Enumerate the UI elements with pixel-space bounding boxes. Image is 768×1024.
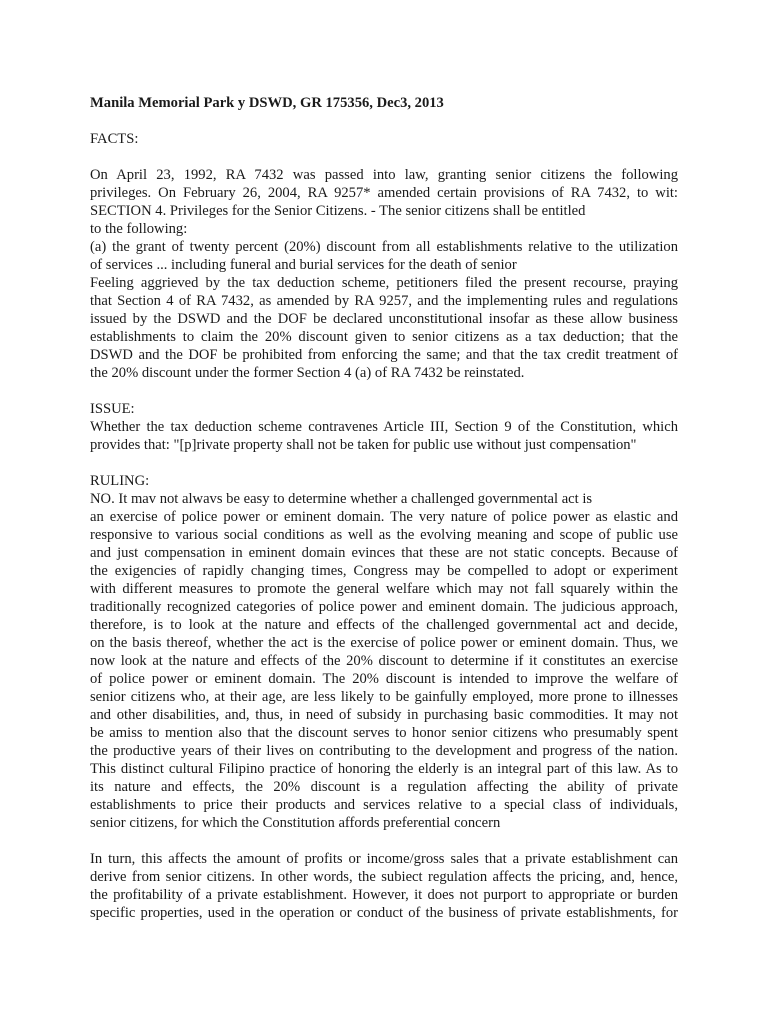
text-line: and other disabilities, and, thus, in need of subsidy in purchasing basic commodities. It may not: [90, 707, 678, 723]
text-line: on the basis thereof, whether the act is the exercise of police power or eminent domain. Thus, we: [90, 635, 678, 651]
issue-heading: ISSUE:: [90, 401, 135, 417]
text-line: senior citizens, for which the Constitution affords preferential concern: [90, 815, 501, 831]
text-line: an exercise of police power or eminent domain. The very nature of police power as elastic and: [90, 509, 678, 525]
text-line: In turn, this affects the amount of profits or income/gross sales that a private establishment can: [90, 851, 678, 867]
spacer: [90, 832, 678, 850]
text-line: the exigencies of rapidly changing times, Congress may be compelled to adopt or experiment: [90, 563, 678, 579]
text-line: SECTION 4. Privileges for the Senior Citizens. - The senior citizens shall be entitled: [90, 203, 586, 219]
facts-heading: FACTS:: [90, 131, 139, 147]
ruling-paragraph: [90, 490, 678, 832]
text-line: DSWD and the DOF be prohibited from enforcing the same; and that the tax credit treatment of: [90, 347, 678, 363]
text-line: establishments to claim the 20% discount given to senior citizens as a tax deduction; that the: [90, 329, 678, 345]
text-line: now look at the nature and effects of the 20% discount to determine if it constitutes an exercise: [90, 653, 678, 669]
final-paragraph: [90, 850, 678, 922]
text-line: specific properties, used in the operation or conduct of the business of private establishments, for: [90, 905, 678, 921]
ruling-heading: RULING:: [90, 473, 150, 489]
text-line: of police power or eminent domain. The 20% discount is intended to improve the welfare of: [90, 671, 678, 687]
text-line: the profitability of a private establishment. However, it does not purport to appropriate or burden: [90, 887, 678, 903]
text-line: that Section 4 of RA 7432, as amended by RA 9257, and the implementing rules and regulations: [90, 293, 678, 309]
facts-paragraph: [90, 166, 678, 382]
text-line: and just compensation in eminent domain evinces that these are not static concepts. Because of: [90, 545, 678, 561]
text-line: therefore, is to look at the nature and effects of the challenged governmental act and decide,: [90, 617, 678, 633]
text-line: (a) the grant of twenty percent (20%) discount from all establishments relative to the utilization: [90, 239, 678, 255]
text-line: privileges. On February 26, 2004, RA 9257* amended certain provisions of RA 7432, to wit:: [90, 185, 678, 201]
text-line: Whether the tax deduction scheme contravenes Article III, Section 9 of the Constitution, which: [90, 419, 678, 435]
spacer: [90, 382, 678, 400]
text-line: derive from senior citizens. In other words, the subiect regulation affects the pricing, and, hence,: [90, 869, 678, 885]
text-line: This distinct cultural Filipino practice of honoring the elderly is an integral part of this law. As to: [90, 761, 678, 777]
text-line: be amiss to mention also that the discount serves to honor senior citizens who presumably spent: [90, 725, 678, 741]
text-line: its nature and effects, the 20% discount is a regulation affecting the ability of private: [90, 779, 678, 795]
text-line: to the following:: [90, 221, 188, 237]
text-line: On April 23, 1992, RA 7432 was passed into law, granting senior citizens the following: [90, 167, 678, 183]
text-line: responsive to various social conditions as well as the evolving meaning and scope of public use: [90, 527, 678, 543]
text-line: NO. It mav not alwavs be easy to determine whether a challenged governmental act is: [90, 491, 593, 507]
text-line: traditionally recognized categories of police power and eminent domain. The judicious approach,: [90, 599, 678, 615]
text-line: senior citizens who, at their age, are less likely to be gainfully employed, more prone to illnesses: [90, 689, 678, 705]
document-page: [90, 94, 678, 922]
text-line: of services ... including funeral and burial services for the death of senior: [90, 257, 517, 273]
text-line: provides that: "[p]rivate property shall not be taken for public use without just compensation": [90, 437, 637, 453]
text-line: with different measures to promote the general welfare which may not fall squarely within the: [90, 581, 678, 597]
text-line: Feeling aggrieved by the tax deduction scheme, petitioners filed the present recourse, praying: [90, 275, 678, 291]
spacer: [90, 454, 678, 472]
text-line: the productive years of their lives on contributing to the development and progress of the nation.: [90, 743, 678, 759]
text-line: issued by the DSWD and the DOF be declared unconstitutional insofar as these allow business: [90, 311, 678, 327]
text-line: establishments to price their products and services relative to a special class of individuals,: [90, 797, 678, 813]
document-title: Manila Memorial Park y DSWD, GR 175356, Dec3, 2013: [90, 95, 444, 111]
text-line: the 20% discount under the former Section 4 (a) of RA 7432 be reinstated.: [90, 365, 525, 381]
spacer: [90, 148, 678, 166]
issue-paragraph: [90, 418, 678, 454]
